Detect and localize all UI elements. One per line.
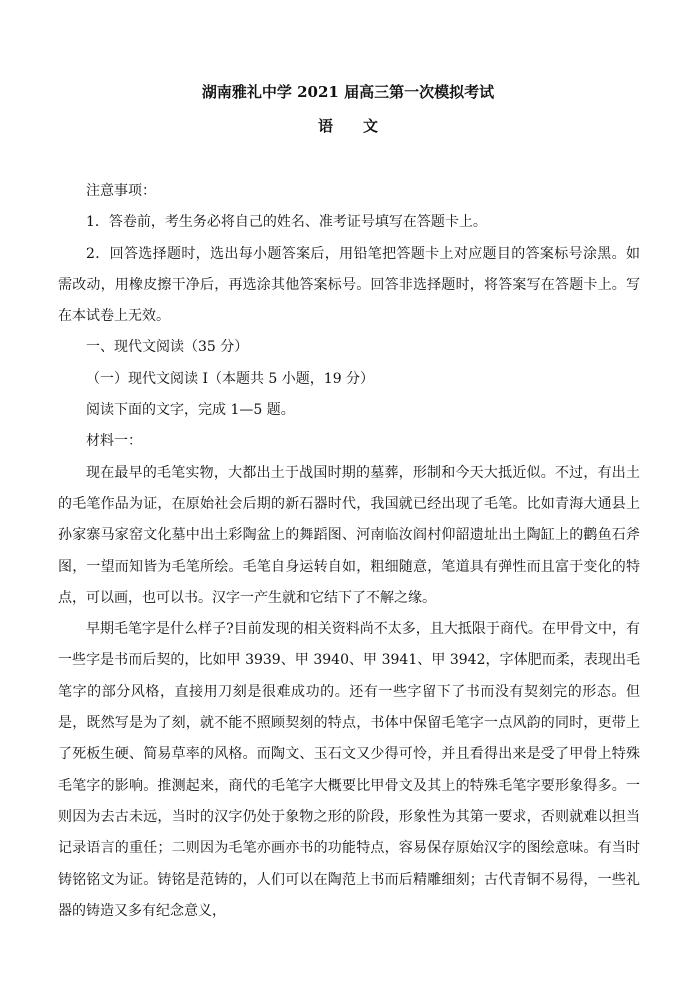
exam-title: 湖南雅礼中学 2021 届高三第一次模拟考试 bbox=[201, 83, 495, 101]
material-label: 材料一： bbox=[86, 433, 142, 450]
reading-instruction: 阅读下面的文字，完成 1—5 题。 bbox=[86, 402, 295, 419]
section-subheading: （一）现代文阅读 I（本题共 5 小题，19 分） bbox=[86, 370, 375, 387]
material-paragraph-2: 早期毛笔字是什么样子?目前发现的相关资料尚不太多，且大抵限于商代。在甲骨文中，有一些字是书而后契的，比如甲 3939、甲 3940、甲 3941、甲 3942，字体肥而柔，表现出毛笔字的部分风格，直接用刀刻是很难成功的。还有一些字留下了书而没有契刻完的形态。但是，既然写是为了刻，就不能不照顾契刻的特点，书体中保留毛笔字一点风韵的同时，更带上了死板生硬、简易草率的风格。而陶文、玉石文又少得可怜，并且看得出来是受了甲骨上特殊毛笔字的影响。推测起来，商代的毛笔字大概要比甲骨文及其上的特殊毛笔字要形象得多。一则因为去古未远，当时的汉字仍处于象物之形的阶段，形象性为其第一要求，否则就难以担当记录语言的重任；二则因为毛笔亦画亦书的功能特点，容易保存原始汉字的图绘意味。有当时铸铭铭文为证。铸铭是范铸的，人们可以在陶范上书而后精雕细刻；古代青铜不易得，一些礼器的铸造又多有纪念意义， bbox=[58, 621, 640, 919]
subject-title: 语文 bbox=[317, 117, 408, 135]
notice-item-2: 2．回答选择题时，选出每小题答案后，用铅笔把答题卡上对应题目的答案标号涂黑。如需改动，用橡皮擦干净后，再选涂其他答案标号。回答非选择题时，将答案写在答题卡上。写在本试卷上无效。 bbox=[58, 245, 640, 325]
exam-body bbox=[58, 176, 640, 927]
section-heading: 一、现代文阅读（35 分） bbox=[86, 339, 249, 356]
notice-heading: 注意事项： bbox=[86, 183, 156, 199]
material-paragraph-1: 现在最早的毛笔实物，大都出土于战国时期的墓葬，形制和今天大抵近似。不过，有出土的毛笔作品为证，在原始社会后期的新石器时代，我国就已经出现了毛笔。比如青海大通县上孙家寨马家窑文化墓中出土彩陶盆上的舞蹈图、河南临汝阎村仰韶遗址出土陶缸上的鹳鱼石斧图，一望而知皆为毛笔所绘。毛笔自身运转自如，粗细随意，笔道具有弹性而且富于变化的特点，可以画，也可以书。汉字一产生就和它结下了不解之缘。 bbox=[58, 464, 640, 606]
notice-item-1: 1．答卷前，考生务必将自己的姓名、准考证号填写在答题卡上。 bbox=[86, 214, 487, 231]
